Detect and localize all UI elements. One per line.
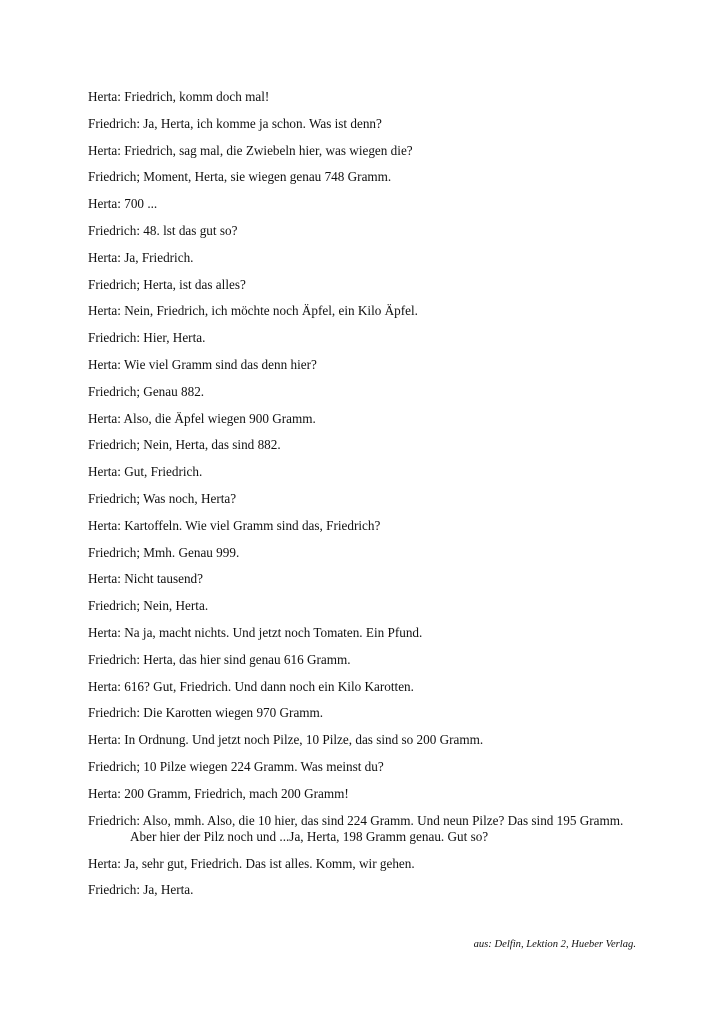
dialogue-line: Friedrich; Moment, Herta, sie wiegen genau 748 Gramm. (88, 169, 392, 185)
dialogue-line: Herta: 700 ... (88, 196, 158, 212)
dialogue-line: Herta: Gut, Friedrich. (88, 464, 203, 480)
dialogue-line: Friedrich: Also, mmh. Also, die 10 hier, das sind 224 Gramm. Und neun Pilze? Das sind 195 Gramm. Aber hier der Pilz noch und ...Ja, Herta, 198 Gramm genau. Gut so? (88, 812, 624, 844)
dialogue-line: Friedrich: 48. lst das gut so? (88, 222, 238, 238)
dialogue-line: Friedrich; Was noch, Herta? (88, 490, 237, 506)
dialogue-line: Herta: 616? Gut, Friedrich. Und dann noch ein Kilo Karotten. (88, 678, 414, 694)
dialogue-line: Friedrich; Mmh. Genau 999. (88, 544, 240, 560)
dialogue-line: Herta: In Ordnung. Und jetzt noch Pilze, 10 Pilze, das sind so 200 Gramm. (88, 732, 484, 748)
dialogue-line: Herta: Wie viel Gramm sind das denn hier? (88, 356, 317, 372)
dialogue-line: Herta: Friedrich, sag mal, die Zwiebeln hier, was wiegen die? (88, 142, 413, 158)
dialogue-line: Friedrich; Nein, Herta, das sind 882. (88, 437, 281, 453)
dialogue-text (88, 89, 648, 909)
source-citation: aus: Delfin, Lektion 2, Hueber Verlag. (473, 939, 636, 950)
dialogue-line: Herta: Kartoffeln. Wie viel Gramm sind das, Friedrich? (88, 517, 381, 533)
dialogue-line: Herta: Na ja, macht nichts. Und jetzt noch Tomaten. Ein Pfund. (88, 624, 423, 640)
dialogue-line: Herta: Nicht tausend? (88, 571, 203, 587)
dialogue-line: Herta: Ja, sehr gut, Friedrich. Das ist alles. Komm, wir gehen. (88, 855, 415, 871)
dialogue-line: Herta: 200 Gramm, Friedrich, mach 200 Gramm! (88, 785, 349, 801)
dialogue-line: Friedrich: Die Karotten wiegen 970 Gramm. (88, 705, 324, 721)
dialogue-line: Friedrich: Ja, Herta. (88, 882, 194, 898)
dialogue-line: Herta: Nein, Friedrich, ich möchte noch Äpfel, ein Kilo Äpfel. (88, 303, 418, 319)
dialogue-line: Friedrich: Herta, das hier sind genau 616 Gramm. (88, 651, 351, 667)
dialogue-line: Friedrich; Herta, ist das alles? (88, 276, 246, 292)
dialogue-line: Herta: Ja, Friedrich. (88, 249, 194, 265)
dialogue-line: Friedrich; 10 Pilze wiegen 224 Gramm. Was meinst du? (88, 758, 384, 774)
dialogue-line: Friedrich: Ja, Herta, ich komme ja schon. Was ist denn? (88, 115, 382, 131)
dialogue-line: Herta: Also, die Äpfel wiegen 900 Gramm. (88, 410, 316, 426)
dialogue-line: Herta: Friedrich, komm doch mal! (88, 89, 270, 104)
dialogue-line: Friedrich: Hier, Herta. (88, 330, 206, 346)
dialogue-line: Friedrich; Genau 882. (88, 383, 205, 399)
dialogue-line: Friedrich; Nein, Herta. (88, 598, 209, 614)
